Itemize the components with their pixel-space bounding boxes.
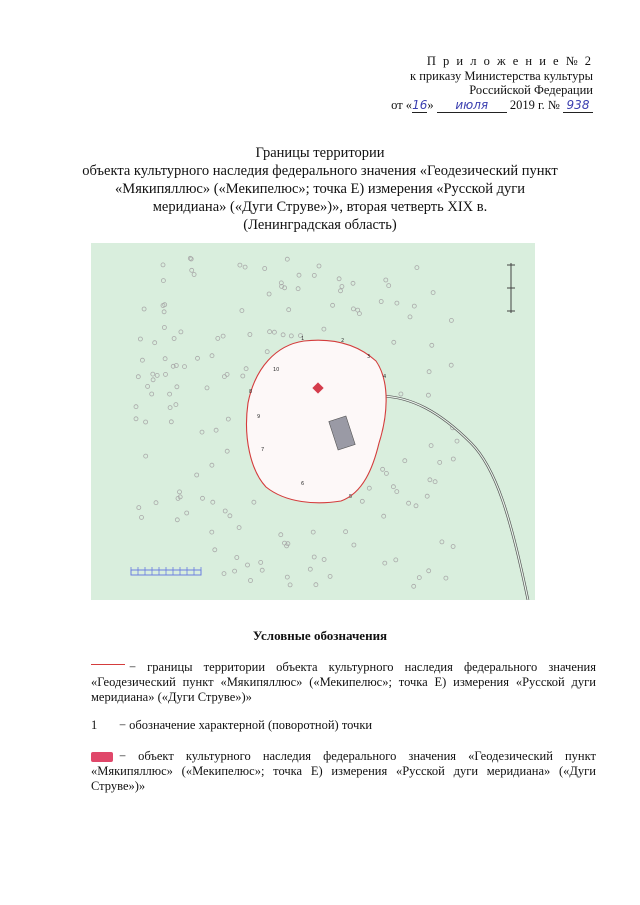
tree-marker	[426, 393, 430, 397]
tree-marker	[433, 480, 437, 484]
tree-marker	[163, 357, 167, 361]
tree-marker	[287, 308, 291, 312]
tree-marker	[216, 336, 220, 340]
tree-marker	[178, 490, 182, 494]
tree-marker	[317, 264, 321, 268]
tree-marker	[407, 501, 411, 505]
tree-marker	[195, 473, 199, 477]
tree-marker	[272, 330, 276, 334]
tree-marker	[211, 500, 215, 504]
tree-marker	[267, 292, 271, 296]
tree-marker	[428, 478, 432, 482]
tree-marker	[200, 430, 204, 434]
tree-marker	[183, 365, 187, 369]
tree-marker	[408, 315, 412, 319]
tree-marker	[151, 372, 155, 376]
tree-marker	[190, 268, 194, 272]
tree-marker	[440, 540, 444, 544]
tree-marker	[417, 576, 421, 580]
tree-marker	[162, 326, 166, 330]
tree-marker	[214, 428, 218, 432]
tree-marker	[175, 385, 179, 389]
boundary-line-symbol	[91, 664, 125, 665]
point-label: 4	[383, 374, 387, 380]
tree-marker	[384, 471, 388, 475]
tree-marker	[240, 309, 244, 313]
tree-marker	[314, 583, 318, 587]
tree-marker	[134, 405, 138, 409]
date-month: июля	[437, 99, 507, 113]
tree-marker	[172, 337, 176, 341]
tree-marker	[175, 518, 179, 522]
tree-marker	[379, 300, 383, 304]
tree-marker	[243, 265, 247, 269]
tree-marker	[226, 417, 230, 421]
tree-marker	[339, 289, 343, 293]
tree-marker	[322, 327, 326, 331]
appendix-ministry-line: Российской Федерации	[469, 83, 593, 98]
road-line	[376, 396, 528, 600]
tree-marker	[281, 333, 285, 337]
tree-marker	[288, 583, 292, 587]
tree-marker	[252, 500, 256, 504]
legend-item-boundary: − границы территории объекта культурного наследия федерального значения «Геодезический пункт «Мякипяллюс» («Мекипелюс»; точка Е) измерения «Русской дуги меридиана» («Дуги Струве»)»	[91, 660, 596, 704]
point-label: 1	[301, 336, 305, 342]
tree-marker	[268, 330, 272, 334]
tree-marker	[312, 273, 316, 277]
tree-marker	[161, 279, 165, 283]
tree-marker	[311, 530, 315, 534]
tree-marker	[383, 561, 387, 565]
tree-marker	[344, 530, 348, 534]
point-symbol: 1	[91, 718, 98, 732]
appendix-block	[333, 54, 593, 113]
tree-marker	[161, 263, 165, 267]
tree-marker	[151, 378, 155, 382]
tree-marker	[328, 574, 332, 578]
north-arrow	[507, 263, 515, 313]
tree-marker	[140, 515, 144, 519]
tree-marker	[367, 486, 371, 490]
tree-marker	[384, 278, 388, 282]
point-label: 10	[273, 367, 280, 373]
tree-marker	[382, 514, 386, 518]
tree-marker	[155, 373, 159, 377]
date-day: 16	[412, 97, 428, 112]
tree-marker	[225, 449, 229, 453]
tree-marker	[360, 499, 364, 503]
point-label: 3	[367, 354, 371, 360]
tree-marker	[449, 363, 453, 367]
tree-marker	[265, 350, 269, 354]
tree-marker	[241, 374, 245, 378]
tree-marker	[169, 420, 173, 424]
tree-marker	[248, 333, 252, 337]
point-label: 7	[261, 447, 265, 453]
tree-marker	[340, 285, 344, 289]
tree-marker	[279, 533, 283, 537]
tree-marker	[196, 356, 200, 360]
tree-marker	[235, 556, 239, 560]
tree-marker	[185, 511, 189, 515]
tree-marker	[205, 386, 209, 390]
order-number: 938	[563, 99, 593, 113]
point-label: 6	[301, 481, 305, 487]
point-label: 5	[349, 494, 353, 500]
tree-marker	[237, 526, 241, 530]
tree-marker	[162, 310, 166, 314]
tree-marker	[427, 569, 431, 573]
tree-marker	[174, 403, 178, 407]
tree-marker	[192, 273, 196, 277]
tree-marker	[352, 543, 356, 547]
tree-marker	[331, 303, 335, 307]
tree-marker	[449, 318, 453, 322]
tree-marker	[249, 579, 253, 583]
tree-marker	[168, 406, 172, 410]
point-label: 9	[257, 414, 261, 420]
tree-marker	[297, 273, 301, 277]
tree-marker	[351, 281, 355, 285]
tree-marker	[412, 584, 416, 588]
tree-marker	[451, 545, 455, 549]
tree-marker	[228, 514, 232, 518]
tree-marker	[223, 509, 227, 513]
tree-marker	[154, 501, 158, 505]
tree-marker	[322, 558, 326, 562]
legend-item-point: 1 − обозначение характерной (поворотной) точки	[91, 718, 373, 732]
tree-marker	[225, 372, 229, 376]
tree-marker	[415, 266, 419, 270]
tree-marker	[312, 555, 316, 559]
tree-marker	[233, 569, 237, 573]
appendix-order-line: к приказу Министерства культуры	[410, 68, 593, 83]
tree-marker	[210, 354, 214, 358]
tree-marker	[285, 257, 289, 261]
tree-marker	[259, 560, 263, 564]
tree-marker	[222, 375, 226, 379]
tree-marker	[412, 304, 416, 308]
map-canvas	[91, 243, 535, 600]
point-label: 8	[249, 389, 253, 395]
tree-marker	[438, 460, 442, 464]
tree-marker	[431, 291, 435, 295]
tree-marker	[285, 575, 289, 579]
point-label: 2	[341, 338, 345, 344]
tree-marker	[403, 459, 407, 463]
tree-marker	[210, 463, 214, 467]
tree-marker	[451, 457, 455, 461]
object-symbol	[91, 752, 113, 762]
tree-marker	[391, 485, 395, 489]
tree-marker	[455, 439, 459, 443]
tree-marker	[164, 372, 168, 376]
tree-marker	[244, 367, 248, 371]
scale-bar	[131, 567, 201, 575]
tree-marker	[351, 307, 355, 311]
tree-marker	[136, 375, 140, 379]
tree-marker	[138, 337, 142, 341]
tree-marker	[134, 417, 138, 421]
boundary-map	[91, 243, 535, 600]
document-title: Границы территории объекта культурного наследия федерального значения «Геодезический пункт «Мякипяллюс» («Мекипелюс»; точка Е) измерения «Русской дуги меридиана» («Дуги Струве»)», вторая четверть XIX в. (Ленинградская область)	[82, 145, 558, 233]
tree-marker	[146, 384, 150, 388]
tree-marker	[140, 358, 144, 362]
tree-marker	[392, 340, 396, 344]
tree-marker	[394, 558, 398, 562]
tree-marker	[263, 267, 267, 271]
legend-heading: Условные обозначения	[252, 628, 388, 643]
tree-marker	[444, 576, 448, 580]
tree-marker	[399, 392, 403, 396]
tree-marker	[387, 284, 391, 288]
tree-marker	[238, 263, 242, 267]
tree-marker	[142, 307, 146, 311]
tree-marker	[210, 530, 214, 534]
tree-marker	[395, 301, 399, 305]
legend-item-object: − объект культурного наследия федерального значения «Геодезический пункт «Мякипяллюс» («Мекипелюс»; точка Е) измерения «Русской дуги меридиана» («Дуги Струве»)»	[91, 749, 596, 793]
tree-marker	[425, 494, 429, 498]
tree-marker	[222, 572, 226, 576]
tree-marker	[179, 330, 183, 334]
tree-marker	[414, 504, 418, 508]
tree-marker	[246, 563, 250, 567]
tree-marker	[308, 567, 312, 571]
appendix-title: П р и л о ж е н и е № 2	[426, 54, 593, 68]
tree-marker	[221, 334, 225, 338]
tree-marker	[213, 548, 217, 552]
tree-marker	[430, 343, 434, 347]
territory-boundary	[247, 340, 387, 503]
tree-marker	[201, 496, 205, 500]
tree-marker	[429, 444, 433, 448]
tree-marker	[289, 334, 293, 338]
tree-marker	[168, 392, 172, 396]
tree-marker	[137, 506, 141, 510]
tree-marker	[260, 568, 264, 572]
tree-marker	[381, 467, 385, 471]
tree-marker	[144, 454, 148, 458]
tree-marker	[337, 277, 341, 281]
tree-marker	[144, 420, 148, 424]
appendix-date-line: от «16» июля 2019 г. № 938	[333, 98, 593, 113]
tree-marker	[427, 370, 431, 374]
tree-marker	[357, 312, 361, 316]
tree-marker	[153, 341, 157, 345]
tree-marker	[150, 392, 154, 396]
tree-marker	[395, 490, 399, 494]
tree-marker	[296, 287, 300, 291]
